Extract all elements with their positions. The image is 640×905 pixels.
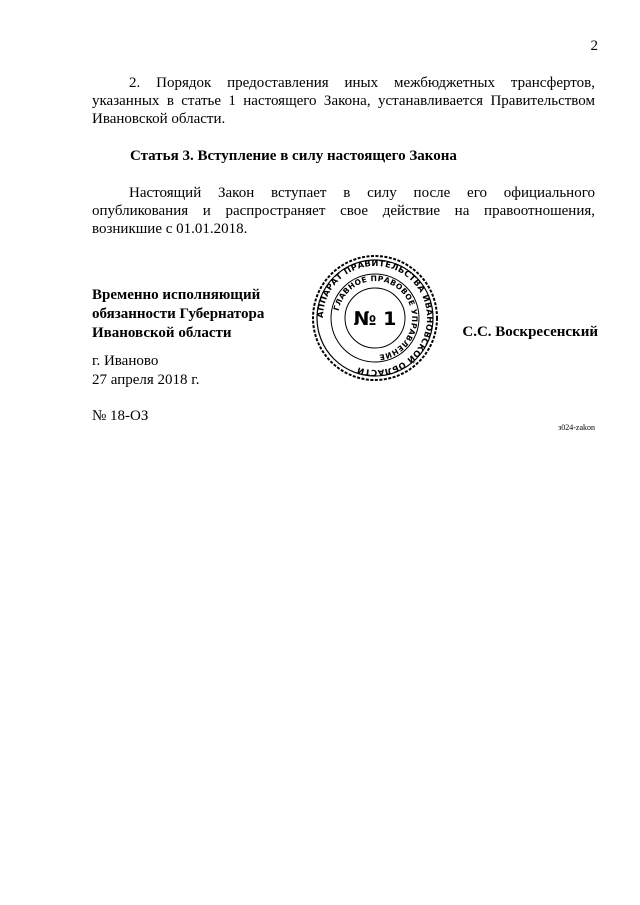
seal-inner-text: ГЛАВНОЕ ПРАВОВОЕ УПРАВЛЕНИЕ: [331, 273, 420, 362]
date: 27 апреля 2018 г.: [92, 372, 200, 388]
signer-name: С.С. Воскресенский: [462, 324, 598, 340]
article-3-text: Настоящий Закон вступает в силу после его официального опубликования и распространяет свое действие на правоотношения, возникшие с 01.01.2018.: [92, 185, 595, 237]
official-seal-stamp: [310, 253, 440, 383]
signer-title-line-3: Ивановской области: [92, 325, 232, 341]
article-3-heading: Статья 3. Вступление в силу настоящего Закона: [130, 148, 457, 164]
page-number: 2: [590, 38, 598, 54]
signer-title-line-2: обязанности Губернатора: [92, 306, 265, 322]
seal-outer-text: АППАРАТ ПРАВИТЕЛЬСТВА ИВАНОВСКОЙ ОБЛАСТИ: [314, 257, 436, 379]
seal-number: № 1: [353, 308, 397, 330]
law-number: № 18-ОЗ: [92, 408, 149, 424]
place-date-block: [92, 352, 200, 390]
signer-title-line-1: Временно исполняющий: [92, 287, 261, 303]
document-code: з024-zakon: [558, 423, 595, 432]
paragraph-2: 2. Порядок предоставления иных межбюджетных трансфертов, указанных в статье 1 настоящего Закона, устанавливается Правительством Ивановской области.: [92, 75, 595, 127]
signer-title: [92, 286, 264, 343]
place: г. Иваново: [92, 353, 159, 369]
